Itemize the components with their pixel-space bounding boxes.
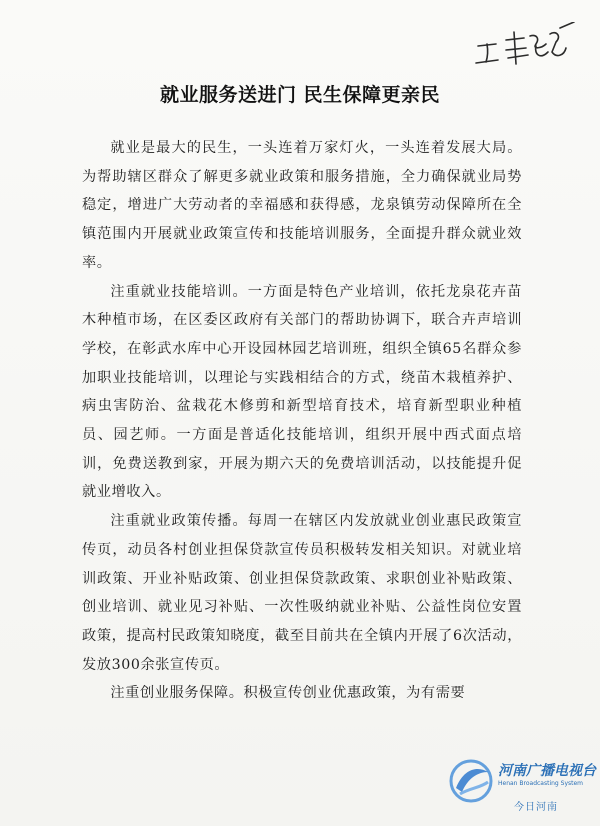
paragraph-1: 就业是最大的民生，一头连着万家灯火，一头连着发展大局。为帮助辖区群众了解更多就业政策和服务措施，全力确保就业局势稳定，增进广大劳动者的幸福感和获得感，龙泉镇劳动保障所在全镇范围内开展就业政策宣传和技能培训服务，全面提升群众就业效率。: [82, 140, 522, 271]
article-body: [82, 134, 522, 708]
paragraph-3: 注重就业政策传播。每周一在辖区内发放就业创业惠民政策宣传页，动员各村创业担保贷款宣传员积极转发相关知识。对就业培训政策、开业补贴政策、创业担保贷款政策、求职创业补贴政策、创业培训、就业见习补贴、一次性吸纳就业补贴、公益性岗位安置政策，提高村民政策知晓度，截至目前共在全镇内开展了6次活动，发放300余张宣传页。: [82, 513, 522, 673]
handwritten-signature: [470, 22, 580, 72]
watermark-subtitle: 今日河南: [514, 802, 558, 813]
watermark-name: 河南广播电视台: [498, 763, 596, 779]
broadcaster-watermark: [448, 754, 596, 820]
page-title: 就业服务送进门 民生保障更亲民: [159, 84, 441, 106]
broadcaster-logo-icon: [448, 758, 494, 804]
paragraph-2: 注重就业技能培训。一方面是特色产业培训，依托龙泉花卉苗木种植市场，在区委区政府有关部门的帮助协调下，联合卉声培训学校，在彰武水库中心开设园林园艺培训班，组织全镇65名群众参加职业技能培训，以理论与实践相结合的方式，绕苗木栽植养护、病虫害防治、盆栽花木修剪和新型培育技术，培育新型职业种植员、园艺师。一方面是普适化技能培训，组织开展中西式面点培训，免费送教到家，开展为期六天的免费培训活动，以技能提升促就业增收入。: [82, 283, 522, 501]
watermark-english: Henan Broadcasting System: [498, 780, 584, 787]
paragraph-4: 注重创业服务保障。积极宣传创业优惠政策，为有需要: [110, 685, 466, 702]
